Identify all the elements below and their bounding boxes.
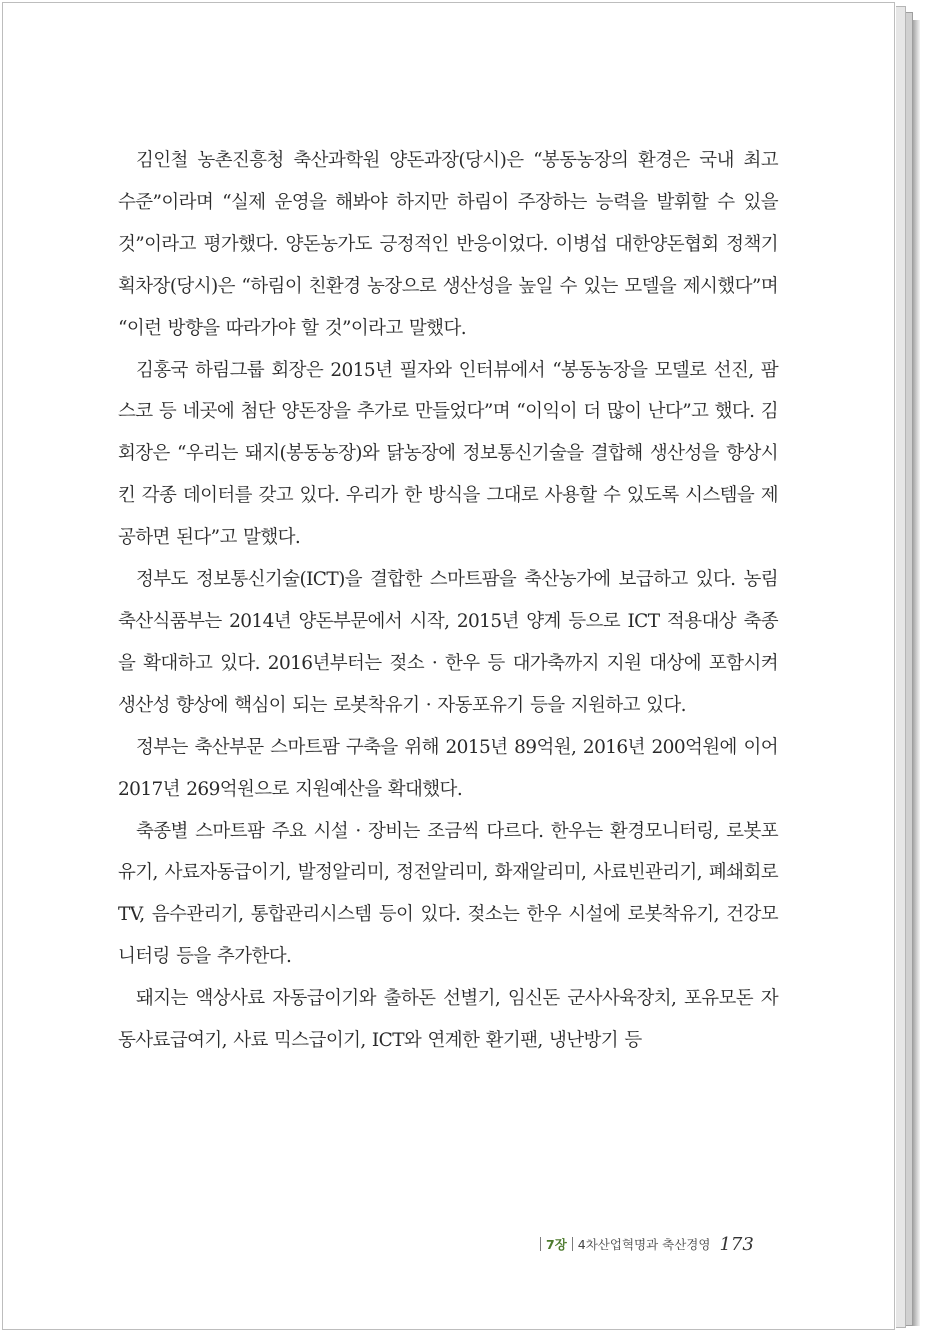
footer-divider xyxy=(540,1237,541,1251)
page-stack-edge xyxy=(905,12,913,1326)
body-text xyxy=(118,140,778,1062)
page-footer xyxy=(535,1229,754,1259)
footer-divider xyxy=(572,1237,573,1251)
paragraph-1: 김인철 농촌진흥청 축산과학원 양돈과장(당시)은 “봉동농장의 환경은 국내 최고 수준”이라며 “실제 운영을 해봐야 하지만 하림이 주장하는 능력을 발휘할 수 있을 것”이라고 평가했다. 양돈농가도 긍정적인 반응이었다. 이병섭 대한양돈협회 정책기획차장(당시)은 “하림이 친환경 농장으로 생산성을 높일 수 있는 모델을 제시했다”며 “이런 방향을 따라가야 할 것”이라고 말했다. xyxy=(118,150,778,339)
paragraph-5: 축종별 스마트팜 주요 시설 · 장비는 조금씩 다르다. 한우는 환경모니터링, 로봇포유기, 사료자동급이기, 발정알리미, 정전알리미, 화재알리미, 사료빈관리기, 폐쇄회로TV, 음수관리기, 통합관리시스템 등이 있다. 젖소는 한우 시설에 로봇착유기, 건강모니터링 등을 추가한다. xyxy=(118,820,778,968)
paragraph-4: 정부는 축산부문 스마트팜 구축을 위해 2015년 89억원, 2016년 200억원에 이어 2017년 269억원으로 지원예산을 확대했다. xyxy=(118,736,778,800)
page-stack-edge xyxy=(896,6,906,1328)
chapter-title: 4차산업혁명과 축산경영 xyxy=(577,1237,711,1252)
page-number: 173 xyxy=(719,1233,754,1255)
paragraph-2: 김홍국 하림그룹 회장은 2015년 필자와 인터뷰에서 “봉동농장을 모델로 선진, 팜스코 등 네곳에 첨단 양돈장을 추가로 만들었다”며 “이익이 더 많이 난다”고 했다. 김 회장은 “우리는 돼지(봉동농장)와 닭농장에 정보통신기술을 결합해 생산성을 향상시킨 각종 데이터를 갖고 있다. 우리가 한 방식을 그대로 사용할 수 있도록 시스템을 제공하면 된다”고 말했다. xyxy=(118,359,778,549)
chapter-label: 7장 xyxy=(546,1237,567,1252)
page-stack-shadow xyxy=(912,20,920,1326)
paragraph-6: 돼지는 액상사료 자동급이기와 출하돈 선별기, 임신돈 군사사육장치, 포유모돈 자동사료급여기, 사료 믹스급이기, ICT와 연계한 환기팬, 냉난방기 등 xyxy=(118,988,778,1052)
paragraph-3: 정부도 정보통신기술(ICT)을 결합한 스마트팜을 축산농가에 보급하고 있다. 농림축산식품부는 2014년 양돈부문에서 시작, 2015년 양계 등으로 ICT 적용대상 축종을 확대하고 있다. 2016년부터는 젖소 · 한우 등 대가축까지 지원 대상에 포함시켜 생산성 향상에 핵심이 되는 로봇착유기 · 자동포유기 등을 지원하고 있다. xyxy=(118,569,778,716)
